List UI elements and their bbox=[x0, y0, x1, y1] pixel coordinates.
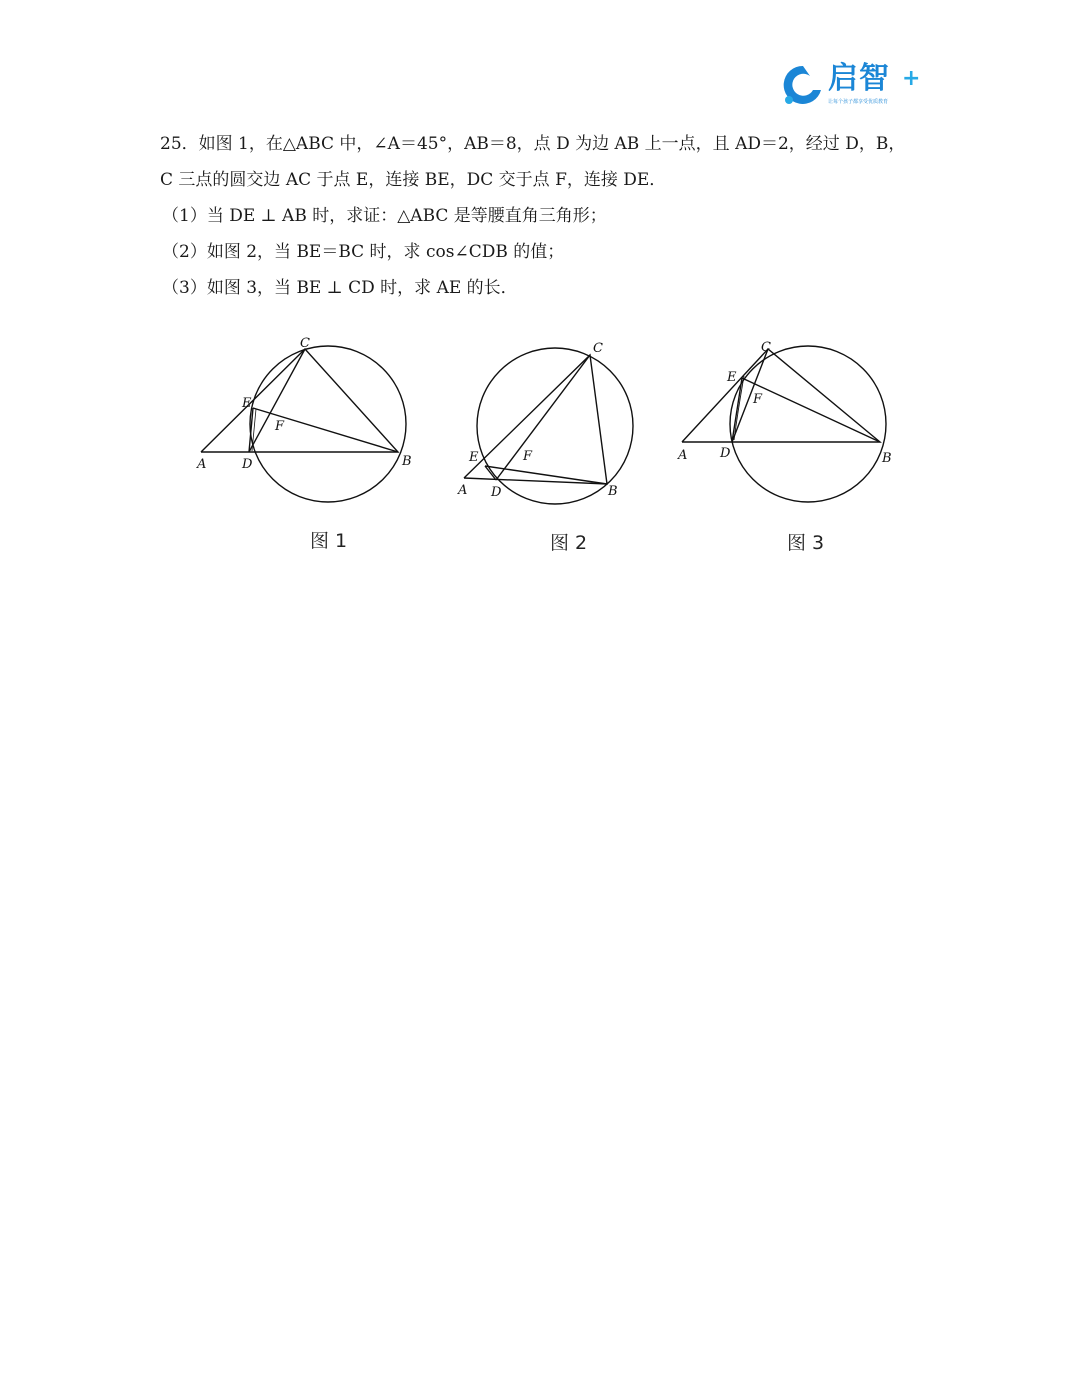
question-2: （2）如图 2，当 BE＝BC 时，求 cos∠CDB 的值； bbox=[162, 242, 565, 262]
fig3-label-A: A bbox=[678, 448, 688, 463]
fig2-label-A: A bbox=[458, 483, 468, 498]
question-3: （3）如图 3，当 BE ⊥ CD 时，求 AE 的长． bbox=[162, 278, 518, 298]
figure-1-triangle bbox=[201, 349, 398, 452]
figure-3-caption: 图 3 bbox=[787, 532, 825, 554]
fig1-label-D: D bbox=[242, 457, 253, 472]
fig1-label-B: B bbox=[402, 454, 412, 469]
fig3-label-B: B bbox=[882, 451, 892, 466]
figures-row bbox=[0, 320, 1080, 570]
figure-1-caption: 图 1 bbox=[310, 530, 348, 552]
fig1-label-A: A bbox=[197, 457, 207, 472]
problem-number: 25． bbox=[160, 134, 199, 154]
figure-3 bbox=[675, 332, 900, 512]
logo-mark-icon bbox=[780, 62, 826, 106]
fig1-label-C: C bbox=[300, 336, 310, 351]
figure-3-circle bbox=[730, 346, 886, 502]
fig3-label-E: E bbox=[727, 370, 737, 385]
fig3-label-F: F bbox=[753, 392, 763, 407]
problem-statement-1: 如图 1，在△ABC 中，∠A＝45°，AB＝8，点 D 为边 AB 上一点，且 AD＝2，经过 D，B， bbox=[198, 134, 906, 154]
problem-block bbox=[160, 126, 930, 306]
fig3-label-C: C bbox=[761, 340, 771, 355]
problem-line-1 bbox=[160, 126, 930, 162]
fig3-label-D: D bbox=[720, 446, 731, 461]
figure-2 bbox=[450, 332, 650, 512]
figure-2-circle bbox=[477, 348, 633, 504]
fig2-label-F: F bbox=[523, 449, 533, 464]
figure-2-triangle bbox=[464, 355, 607, 484]
fig1-label-F: F bbox=[275, 419, 285, 434]
logo-plus: + bbox=[902, 66, 921, 91]
fig2-label-E: E bbox=[469, 450, 479, 465]
figure-1 bbox=[190, 332, 430, 512]
question-1: （1）当 DE ⊥ AB 时，求证：△ABC 是等腰直角三角形； bbox=[162, 206, 607, 226]
figure-1-circle bbox=[250, 346, 406, 502]
fig2-label-D: D bbox=[491, 485, 502, 500]
fig1-label-E: E bbox=[242, 396, 252, 411]
problem-line-2: C 三点的圆交边 AC 于点 E，连接 BE，DC 交于点 F，连接 DE． bbox=[160, 170, 667, 190]
brand-logo bbox=[780, 62, 930, 108]
figure-2-caption: 图 2 bbox=[550, 532, 588, 554]
fig2-label-C: C bbox=[593, 341, 603, 356]
logo-tagline: 让每个孩子都享受优质教育 bbox=[828, 99, 889, 105]
fig2-label-B: B bbox=[608, 484, 618, 499]
logo-brand-text: 启智 bbox=[828, 61, 890, 96]
